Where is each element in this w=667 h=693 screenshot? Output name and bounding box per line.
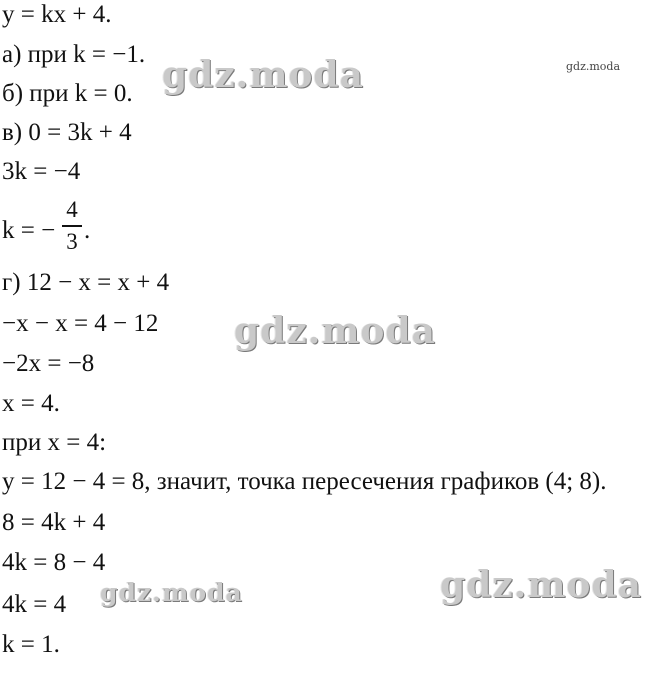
watermark-logo: gdz.moda <box>566 60 621 73</box>
equation-line-10: x = 4. <box>2 390 60 417</box>
fraction-denominator: 3 <box>66 229 78 254</box>
case-b-line: б) при k = 0. <box>2 80 133 107</box>
fraction-bar <box>62 225 82 227</box>
fraction-tail: . <box>84 217 91 244</box>
equation-line-16: k = 1. <box>2 631 60 658</box>
equation-line-12: y = 12 − 4 = 8, значит, точка пересечения графиков (4; 8). <box>2 468 607 495</box>
case-v-line: в) 0 = 3k + 4 <box>2 119 132 146</box>
equation-line-13: 8 = 4k + 4 <box>2 509 106 536</box>
equation-line-5: 3k = −4 <box>2 158 81 185</box>
watermark-logo: gdz.moda <box>440 564 642 606</box>
watermark-logo: gdz.moda <box>234 310 436 352</box>
case-g-line: г) 12 − x = x + 4 <box>2 269 170 296</box>
equation-line-15: 4k = 4 <box>2 591 67 618</box>
case-a-line: а) при k = −1. <box>2 41 146 68</box>
watermark-logo: gdz.moda <box>162 54 364 96</box>
equation-line-14: 4k = 8 − 4 <box>2 549 106 576</box>
fraction <box>62 198 82 254</box>
equation-line-11: при x = 4: <box>2 429 107 456</box>
fraction-lhs: k = − <box>2 217 56 244</box>
watermark-logo: gdz.moda <box>100 578 243 607</box>
fraction-numerator: 4 <box>66 197 78 222</box>
equation-line-8: −x − x = 4 − 12 <box>2 310 159 337</box>
equation-line-1: y = kx + 4. <box>2 1 112 28</box>
equation-line-9: −2x = −8 <box>2 350 95 377</box>
